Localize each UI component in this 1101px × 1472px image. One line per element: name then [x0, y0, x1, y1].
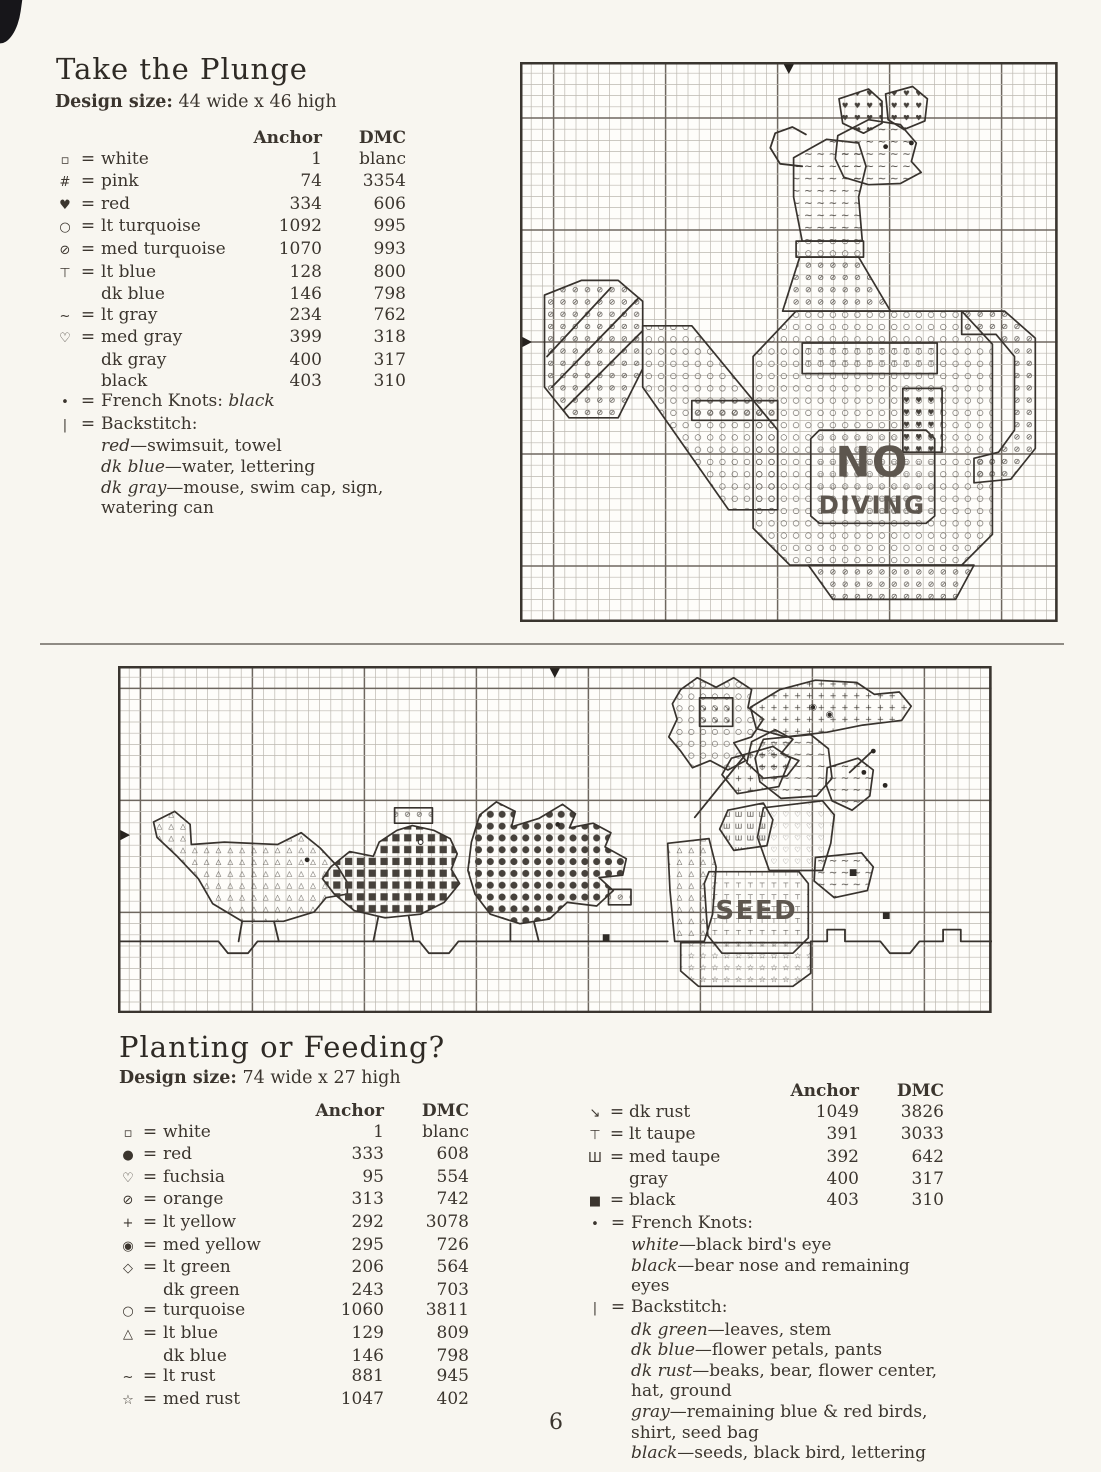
dash: — [677, 1443, 695, 1464]
color-name: dk rust [629, 1101, 691, 1122]
legend-row [55, 194, 406, 217]
equals-sign: = [609, 1189, 625, 1210]
backstitch-uses: seeds, black bird, lettering [694, 1443, 926, 1464]
stitch-symbol: ♡ [59, 331, 71, 347]
anchor-number: 74 [300, 171, 322, 192]
dmc-number: 310 [373, 370, 406, 391]
equals-sign: = [142, 1121, 158, 1142]
legend-row [55, 284, 406, 305]
backstitch-item [631, 1361, 945, 1402]
stitch-symbol: ⊘ [122, 1193, 134, 1209]
svg-text:SEED: SEED [715, 895, 798, 926]
stitch-symbol: ⊘ [59, 242, 71, 258]
stitch-symbol: ▫ [60, 152, 70, 168]
design-size-label: Design size: [55, 92, 173, 112]
backstitch-symbol: | [62, 417, 68, 433]
dash: — [677, 1255, 695, 1276]
dmc-number: 318 [373, 327, 406, 348]
backstitch-uses: leaves, stem [724, 1319, 832, 1340]
dmc-number: 800 [373, 261, 406, 282]
color-name: lt rust [163, 1366, 216, 1387]
dash: — [130, 436, 148, 457]
backstitch-row: | = Backstitch: [55, 414, 406, 437]
stitch-symbol: # [59, 175, 71, 191]
color-name: med turquoise [101, 238, 226, 259]
legend-row [55, 327, 406, 350]
legend-row [585, 1102, 945, 1125]
anchor-number: 295 [351, 1234, 384, 1255]
color-name: black [101, 370, 148, 391]
legend-row [119, 1323, 471, 1346]
backstitch-uses: mouse, swim cap, sign, watering can [101, 477, 384, 519]
french-knots-label: French Knots: [631, 1212, 753, 1233]
legend-row [55, 371, 406, 392]
backstitch-uses: remaining blue & red birds, shirt, seed bag [631, 1401, 928, 1443]
backstitch-item [101, 457, 406, 478]
legend-row [55, 216, 406, 239]
dash: — [694, 1340, 712, 1361]
equals-sign: = [80, 261, 96, 282]
anchor-number: 400 [289, 349, 322, 370]
anchor-number: 313 [351, 1189, 384, 1210]
design-size-label: Design size: [119, 1068, 237, 1088]
anchor-column-header: Anchor [253, 128, 322, 148]
legend-rows [585, 1102, 945, 1213]
anchor-number: 1 [373, 1121, 384, 1142]
dash: — [164, 456, 182, 477]
legend-row [55, 239, 406, 262]
legend-row [119, 1122, 471, 1145]
backstitch-uses: water, lettering [181, 456, 316, 477]
backstitch-color: red [101, 436, 131, 457]
legend-row [585, 1147, 945, 1170]
anchor-number: 243 [351, 1279, 384, 1300]
color-name: lt yellow [163, 1211, 236, 1232]
equals-sign: = [80, 193, 96, 214]
svg-text:◉: ◉ [809, 702, 817, 713]
equals-sign: = [142, 1257, 158, 1278]
color-name: lt blue [101, 261, 157, 282]
chart-take-the-plunge [520, 62, 1058, 626]
dmc-number: 945 [436, 1366, 469, 1387]
legend-row [55, 350, 406, 371]
backstitch-item [631, 1320, 945, 1341]
stitch-symbol: ☆ [122, 1392, 134, 1408]
anchor-number: 392 [826, 1146, 859, 1167]
french-knot-symbol: • [61, 395, 69, 411]
legend-rows [119, 1122, 471, 1412]
stitch-symbol: ○ [122, 1304, 134, 1320]
backstitch-item [631, 1340, 945, 1361]
svg-text:☆: ☆ [766, 747, 775, 758]
dmc-number: 703 [436, 1279, 469, 1300]
legend-row [55, 171, 406, 194]
stitch-symbol: △ [123, 1326, 133, 1342]
dmc-number: 564 [436, 1257, 469, 1278]
anchor-number: 1 [311, 148, 322, 169]
pattern-title-planting-or-feeding: Planting or Feeding? [119, 1030, 446, 1064]
color-name: dk gray [101, 349, 167, 370]
french-knot-symbol: • [591, 1216, 599, 1232]
backstitch-symbol: | [592, 1300, 598, 1316]
anchor-number: 1092 [278, 216, 322, 237]
backstitch-color: dk gray [101, 477, 167, 498]
equals-sign: = [142, 1166, 158, 1187]
legend-row [585, 1124, 945, 1147]
svg-text:■: ■ [882, 910, 891, 921]
dmc-number: 798 [436, 1345, 469, 1366]
equals-sign: = [80, 304, 96, 325]
backstitch-item [101, 436, 406, 457]
cross-stitch-chart-birds-and-bear [118, 666, 992, 1013]
stitch-symbol: ■ [588, 1193, 602, 1209]
equals-sign: = [80, 327, 96, 348]
color-name: white [101, 148, 149, 169]
dash: — [678, 1235, 696, 1256]
color-name: dk blue [163, 1345, 227, 1366]
anchor-number: 1070 [278, 238, 322, 259]
anchor-number: 206 [351, 1257, 384, 1278]
equals-sign: = [142, 1388, 158, 1409]
legend-rows [55, 149, 406, 392]
equals-sign: = [142, 1322, 158, 1343]
section-divider [40, 643, 1064, 645]
backstitch-label: Backstitch: [101, 413, 198, 434]
color-name: dk green [163, 1279, 240, 1300]
color-name: dk blue [101, 284, 165, 305]
legend-row [119, 1144, 471, 1167]
anchor-number: 881 [351, 1366, 384, 1387]
color-name: pink [101, 171, 139, 192]
stitch-symbol: ◉ [122, 1238, 134, 1254]
svg-text:◉: ◉ [825, 709, 834, 720]
stitch-symbol: + [122, 1215, 134, 1231]
equals-sign: = [80, 148, 96, 169]
dash: — [707, 1319, 725, 1340]
scan-corner-artifact [0, 0, 24, 46]
svg-text:NO: NO [835, 437, 909, 487]
color-name: fuchsia [163, 1166, 226, 1187]
cross-stitch-chart-watering-can [520, 62, 1058, 622]
dmc-number: 995 [373, 216, 406, 237]
color-legend-take-the-plunge [55, 128, 406, 519]
design-size-1 [55, 92, 337, 112]
equals-sign: = [142, 1234, 158, 1255]
anchor-number: 128 [289, 261, 322, 282]
color-name: lt turquoise [101, 216, 201, 237]
legend-row [119, 1300, 471, 1323]
anchor-column-header: Anchor [790, 1081, 859, 1101]
anchor-number: 403 [289, 370, 322, 391]
backstitch-color: dk green [631, 1319, 708, 1340]
legend-header-row [55, 128, 406, 149]
backstitch-color: dk rust [631, 1360, 693, 1381]
legend-row [119, 1280, 471, 1301]
color-name: med yellow [163, 1234, 261, 1255]
stitch-symbol: ◇ [123, 1261, 133, 1277]
legend-row [55, 262, 406, 285]
dmc-column-header: DMC [358, 128, 406, 148]
stitch-symbol: ⊤ [589, 1128, 601, 1144]
anchor-number: 1047 [340, 1388, 384, 1409]
dmc-number: 606 [373, 193, 406, 214]
french-knot-item [631, 1256, 945, 1297]
equals-sign: = [142, 1211, 158, 1232]
stitch-symbol: ○ [59, 220, 71, 236]
stitch-symbol: ⊤ [59, 265, 71, 281]
equals-sign: = [142, 1300, 158, 1321]
dmc-number: 3078 [425, 1211, 469, 1232]
equals-sign: = [80, 216, 96, 237]
backstitch-color: black [631, 1443, 678, 1464]
dmc-number: 726 [436, 1234, 469, 1255]
svg-text:DIVING: DIVING [818, 490, 926, 520]
legend-row [585, 1190, 945, 1213]
equals-sign: = [142, 1189, 158, 1210]
page-number: 6 [549, 1410, 563, 1435]
legend-row [119, 1257, 471, 1280]
equals-sign: = [142, 1144, 158, 1165]
legend-header-row [119, 1101, 471, 1122]
design-size-2 [119, 1068, 401, 1088]
color-name: red [163, 1144, 193, 1165]
stitch-symbol: ~ [59, 308, 71, 324]
color-name: lt green [163, 1257, 231, 1278]
anchor-number: 129 [351, 1322, 384, 1343]
dmc-number: blanc [359, 148, 406, 169]
legend-row [119, 1167, 471, 1190]
anchor-number: 399 [289, 327, 322, 348]
anchor-number: 334 [289, 193, 322, 214]
legend-row [119, 1366, 471, 1389]
color-legend-planting-left [119, 1101, 471, 1411]
anchor-number: 1049 [815, 1101, 859, 1122]
color-name: gray [629, 1169, 668, 1190]
dmc-number: 3811 [425, 1300, 469, 1321]
backstitch-color: dk blue [101, 456, 165, 477]
backstitch-label: Backstitch: [631, 1296, 728, 1317]
dmc-column-header: DMC [896, 1081, 944, 1101]
equals-sign: = [80, 171, 96, 192]
dmc-number: 798 [373, 284, 406, 305]
equals-sign: = [609, 1124, 625, 1145]
legend-row [585, 1169, 945, 1190]
dmc-number: 3826 [900, 1101, 944, 1122]
legend-row [55, 305, 406, 328]
backstitch-uses: flower petals, pants [711, 1340, 883, 1361]
color-name: lt gray [101, 304, 158, 325]
backstitch-item [631, 1402, 945, 1443]
dash: — [669, 1401, 687, 1422]
dmc-number: 3354 [362, 171, 406, 192]
dmc-number: 642 [911, 1146, 944, 1167]
dmc-number: 310 [911, 1189, 944, 1210]
dmc-number: 742 [436, 1189, 469, 1210]
dmc-number: 993 [373, 238, 406, 259]
design-size-value: 74 wide x 27 high [242, 1068, 401, 1088]
legend-row [119, 1235, 471, 1258]
french-knot-item [631, 1235, 945, 1256]
french-knots-row: • = French Knots: black [55, 391, 406, 414]
stitch-symbol: ♥ [59, 197, 71, 213]
dmc-number: 762 [373, 304, 406, 325]
legend-row [119, 1212, 471, 1235]
backstitch-color: gray [631, 1401, 670, 1422]
anchor-number: 403 [826, 1189, 859, 1210]
french-knots-row: • = French Knots: [585, 1213, 945, 1236]
legend-row [55, 149, 406, 172]
equals-sign: = [609, 1146, 625, 1167]
dash: — [166, 477, 184, 498]
anchor-number: 292 [351, 1211, 384, 1232]
svg-text:■: ■ [601, 933, 611, 944]
french-knot-uses: bear nose and remaining eyes [631, 1255, 910, 1297]
dash: — [692, 1360, 710, 1381]
stitch-symbol: Ш [588, 1150, 602, 1166]
dmc-column-header: DMC [421, 1101, 469, 1121]
anchor-number: 95 [362, 1166, 384, 1187]
stitch-symbol: ↘ [589, 1105, 601, 1121]
backstitch-uses: beaks, bear, flower center, hat, ground [631, 1360, 938, 1402]
backstitch-color: dk blue [631, 1340, 695, 1361]
color-name: med rust [163, 1388, 241, 1409]
color-name: med taupe [629, 1146, 721, 1167]
anchor-number: 146 [289, 284, 322, 305]
color-name: lt blue [163, 1322, 219, 1343]
anchor-number: 234 [289, 304, 322, 325]
legend-row [119, 1389, 471, 1412]
anchor-number: 146 [351, 1345, 384, 1366]
dmc-number: 317 [373, 349, 406, 370]
color-name: med gray [101, 327, 183, 348]
stitch-symbol: ~ [122, 1370, 134, 1386]
stitch-symbol: ▫ [123, 1125, 133, 1141]
dmc-number: 554 [436, 1166, 469, 1187]
equals-sign: = [142, 1366, 158, 1387]
svg-text:■: ■ [849, 868, 858, 879]
dmc-number: 402 [436, 1388, 469, 1409]
design-size-value: 44 wide x 46 high [178, 92, 337, 112]
anchor-number: 1060 [340, 1300, 384, 1321]
anchor-number: 400 [826, 1169, 859, 1190]
french-knot-color: black [631, 1255, 678, 1276]
anchor-number: 333 [351, 1144, 384, 1165]
color-name: black [629, 1189, 676, 1210]
equals-sign: = [80, 238, 96, 259]
anchor-column-header: Anchor [315, 1101, 384, 1121]
pattern-title-take-the-plunge: Take the Plunge [56, 52, 308, 86]
anchor-number: 391 [826, 1124, 859, 1145]
legend-row [119, 1346, 471, 1367]
equals-sign: = [609, 1101, 625, 1122]
french-knot-uses: black bird's eye [695, 1235, 832, 1256]
backstitch-row: | = Backstitch: [585, 1297, 945, 1320]
backstitch-item [631, 1443, 945, 1464]
dmc-number: 608 [436, 1144, 469, 1165]
dmc-number: 3033 [900, 1124, 944, 1145]
french-knot-color: white [631, 1235, 679, 1256]
stitch-symbol: ● [122, 1148, 134, 1164]
stitch-symbol: ♡ [122, 1170, 134, 1186]
french-knot-items [585, 1235, 945, 1297]
color-name: red [101, 193, 131, 214]
chart-planting-or-feeding [118, 666, 992, 1017]
color-legend-planting-right [585, 1081, 945, 1464]
color-name: turquoise [163, 1300, 246, 1321]
backstitch-uses: swimsuit, towel [147, 436, 282, 457]
dmc-number: blanc [422, 1121, 469, 1142]
backstitch-item [101, 478, 406, 519]
dmc-number: 317 [911, 1169, 944, 1190]
color-name: lt taupe [629, 1124, 696, 1145]
french-knots-text: French Knots: black [101, 391, 275, 412]
backstitch-items [585, 1320, 945, 1464]
backstitch-items [55, 436, 406, 518]
dmc-number: 809 [436, 1322, 469, 1343]
color-name: white [163, 1121, 211, 1142]
legend-header-row [585, 1081, 945, 1102]
legend-row [119, 1189, 471, 1212]
color-name: orange [163, 1189, 224, 1210]
